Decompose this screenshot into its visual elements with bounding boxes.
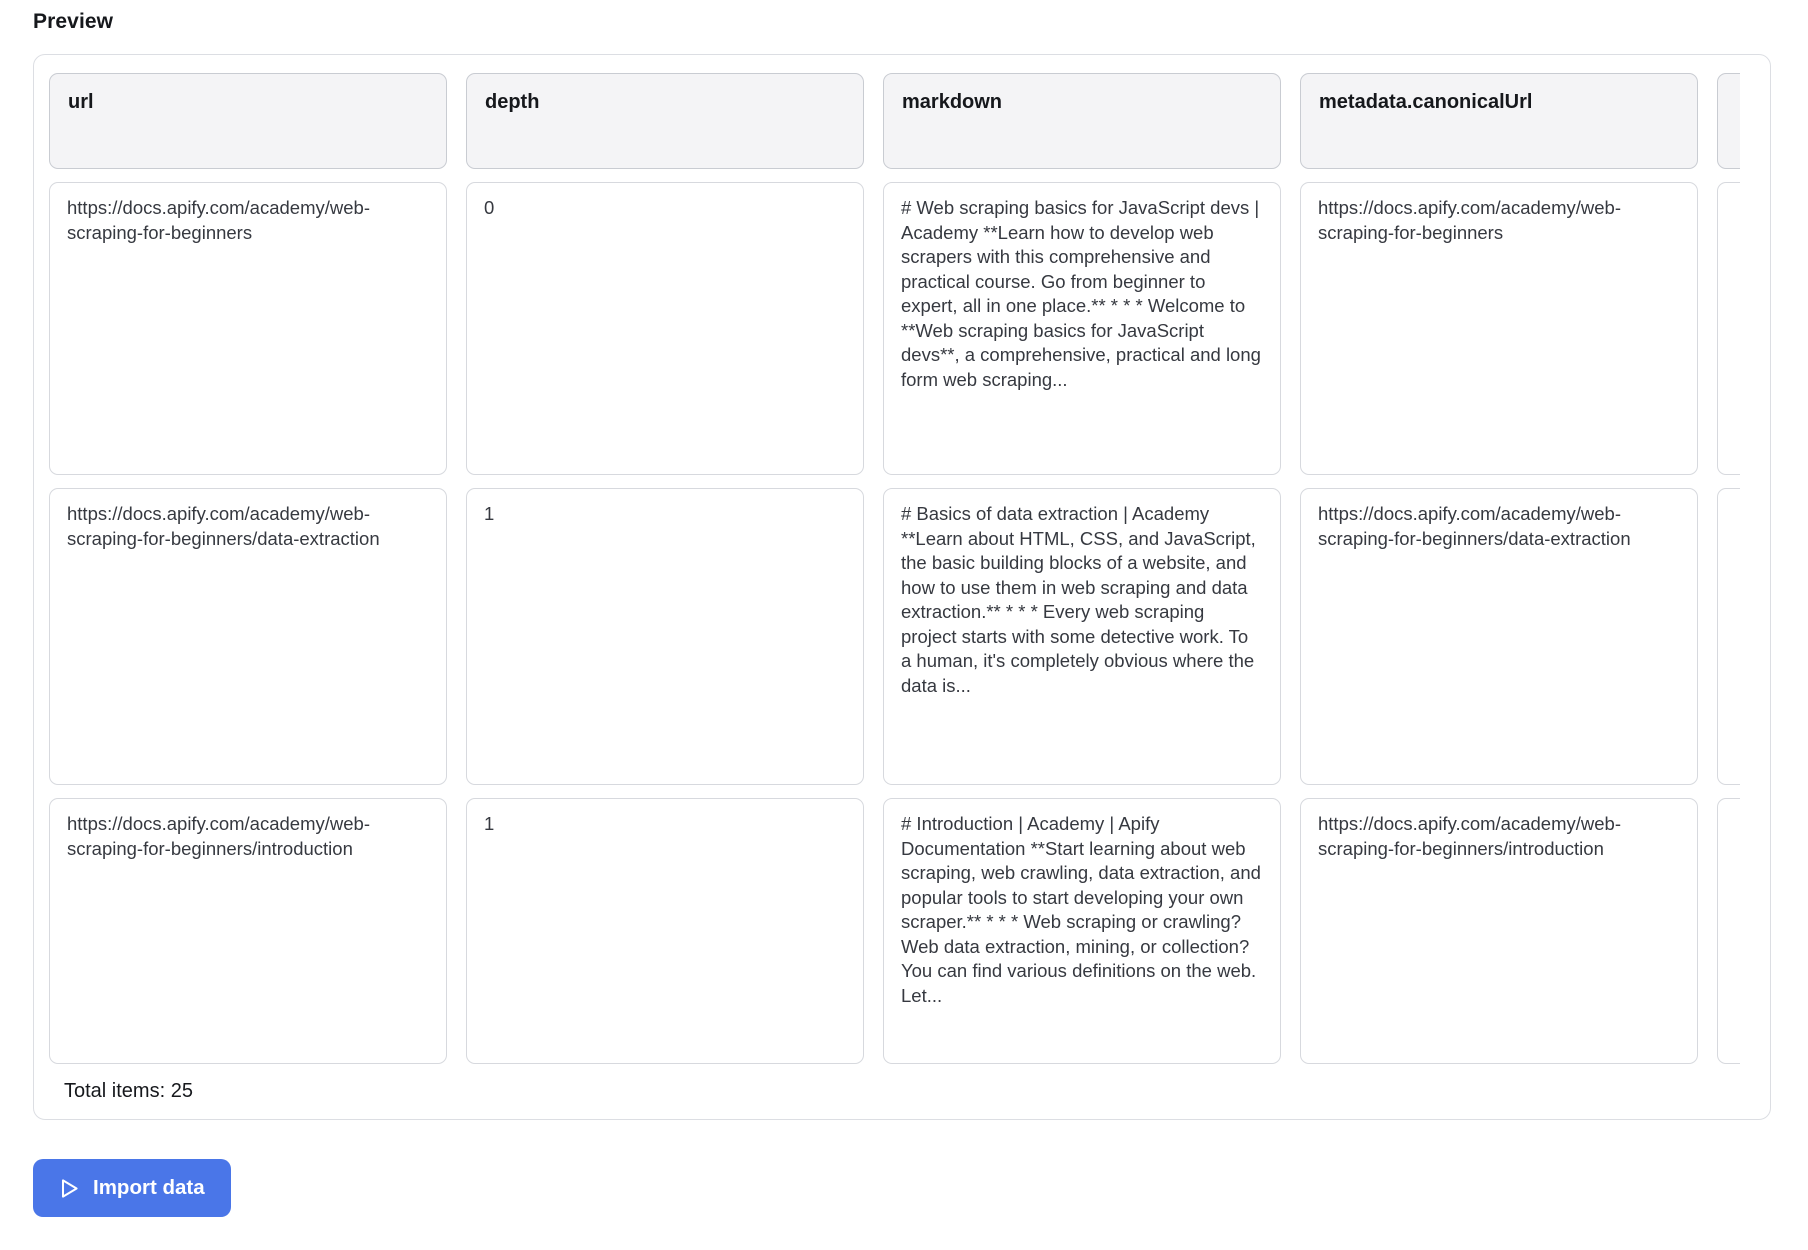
column-header-metadata-canonicalurl: metadata.canonicalUrl: [1300, 73, 1698, 169]
preview-table: [49, 73, 1740, 1064]
cell-clipped: [1717, 798, 1740, 1064]
cell-clipped: [1717, 182, 1740, 475]
column-header-url: url: [49, 73, 447, 169]
import-data-button[interactable]: [33, 1159, 231, 1217]
cell-depth: 1: [466, 798, 864, 1064]
import-data-label: Import data: [93, 1176, 205, 1199]
cell-markdown: # Web scraping basics for JavaScript devs | Academy **Learn how to develop web scrapers with this comprehensive and practical course. Go from beginner to expert, all in one place.** * * * Welcome to **Web scraping basics for JavaScript devs**, a comprehensive, practical and long form web scraping...: [883, 182, 1281, 475]
cell-url: https://docs.apify.com/academy/web-scraping-for-beginners: [49, 182, 447, 475]
cell-markdown: # Introduction | Academy | Apify Documentation **Start learning about web scraping, web crawling, data extraction, and popular tools to start developing your own scraper.** * * * Web scraping or crawling? Web data extraction, mining, or collection? You can find various definitions on the web. Let...: [883, 798, 1281, 1064]
cell-clipped: [1717, 488, 1740, 785]
cell-depth: 0: [466, 182, 864, 475]
cell-markdown: # Basics of data extraction | Academy **Learn about HTML, CSS, and JavaScript, the basic building blocks of a website, and how to use them in web scraping and data extraction.** * * * Every web scraping project starts with some detective work. To a human, it's completely obvious where the data is...: [883, 488, 1281, 785]
cell-metadata-canonicalurl: https://docs.apify.com/academy/web-scraping-for-beginners: [1300, 182, 1698, 475]
cell-url: https://docs.apify.com/academy/web-scraping-for-beginners/introduction: [49, 798, 447, 1064]
cell-metadata-canonicalurl: https://docs.apify.com/academy/web-scraping-for-beginners/data-extraction: [1300, 488, 1698, 785]
column-header-clipped: [1717, 73, 1740, 169]
cell-depth: 1: [466, 488, 864, 785]
column-header-markdown: markdown: [883, 73, 1281, 169]
cell-metadata-canonicalurl: https://docs.apify.com/academy/web-scraping-for-beginners/introduction: [1300, 798, 1698, 1064]
page-title: Preview: [33, 10, 114, 33]
preview-panel: [33, 54, 1771, 1120]
preview-table-scroll[interactable]: [49, 73, 1740, 1064]
column-header-depth: depth: [466, 73, 864, 169]
total-items: Total items: 25: [64, 1080, 193, 1102]
cell-url: https://docs.apify.com/academy/web-scraping-for-beginners/data-extraction: [49, 488, 447, 785]
play-icon: [59, 1177, 80, 1200]
